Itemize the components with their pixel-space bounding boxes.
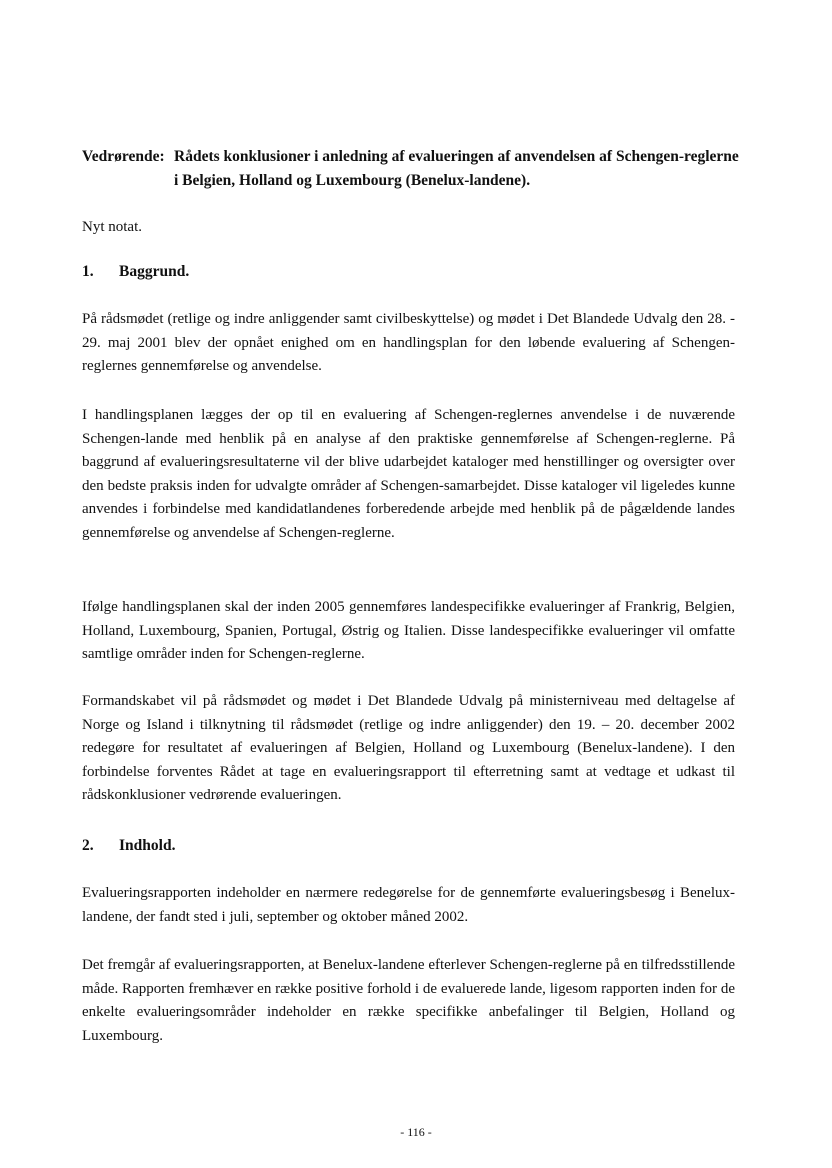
paragraph: I handlingsplanen lægges der op til en evaluering af Schengen-reglernes anvendelse i de nuværende Schengen-lande med henblik på en analyse af den praktiske gennemførelse af Schengen-reglerne. På baggrund af evalueringsresultaterne vil der blive udarbejdet kataloger med henstillinger og oversigter over den bedste praksis inden for udvalgte områder af Schengen-samarbejdet. Disse kataloger vil ligeledes kunne anvendes i forbindelse med kandidatlandenes forberedende arbejde med henblik på de pågældende landes gennemførelse og anvendelse af Schengen-reglerne.: [82, 407, 735, 541]
paragraph: Ifølge handlingsplanen skal der inden 2005 gennemføres landespecifikke evalueringer af Frankrig, Belgien, Holland, Luxembourg, Spanien, Portugal, Østrig og Italien. Disse landespecifikke evalueringer vil omfatte samtlige områder inden for Schengen-reglerne.: [82, 599, 735, 663]
subject-block: [82, 145, 742, 193]
subject-label: Vedrørende:: [82, 148, 165, 165]
paragraph: Det fremgår af evalueringsrapporten, at Benelux-landene efterlever Schengen-reglerne på en tilfredsstillende måde. Rapporten fremhæver en række positive forhold i de evaluerede lande, ligesom rapporten inden for de enkelte evalueringsområder indeholder en række specifikke anbefalinger til Belgien, Holland og Luxembourg.: [82, 957, 735, 1044]
note-line: Nyt notat.: [82, 219, 142, 235]
section-heading-baggrund: [82, 260, 189, 284]
section-title: Baggrund.: [119, 263, 190, 280]
section-number: 2.: [82, 837, 94, 854]
section-number: 1.: [82, 263, 94, 280]
subject-text: Rådets konklusioner i anledning af evalueringen af anvendelsen af Schengen-reglerne i Belgien, Holland og Luxembourg (Benelux-landene).: [174, 148, 739, 189]
paragraph: På rådsmødet (retlige og indre anliggender samt civilbeskyttelse) og mødet i Det Blandede Udvalg den 28. - 29. maj 2001 blev der opnået enighed om en handlingsplan for den løbende evaluering af Schengen-reglernes gennemførelse og anvendelse.: [82, 311, 735, 375]
section-heading-indhold: [82, 834, 175, 858]
paragraph: Formandskabet vil på rådsmødet og mødet i Det Blandede Udvalg på ministerniveau med deltagelse af Norge og Island i tilknytning til rådsmødet (retlige og indre anliggender) den 19. – 20. december 2002 redegøre for resultatet af evalueringen af Belgien, Holland og Luxembourg (Benelux-landene). I den forbindelse forventes Rådet at tage en evalueringsrapport til efterretning samt at vedtage et udkast til rådskonklusioner vedrørende evalueringen.: [82, 693, 735, 804]
section-title: Indhold.: [119, 837, 176, 854]
paragraph: Evalueringsrapporten indeholder en nærmere redegørelse for de gennemførte evalueringsbesøg i Benelux-landene, der fandt sted i juli, september og oktober måned 2002.: [82, 885, 735, 925]
page-number: - 116 -: [400, 1125, 432, 1139]
